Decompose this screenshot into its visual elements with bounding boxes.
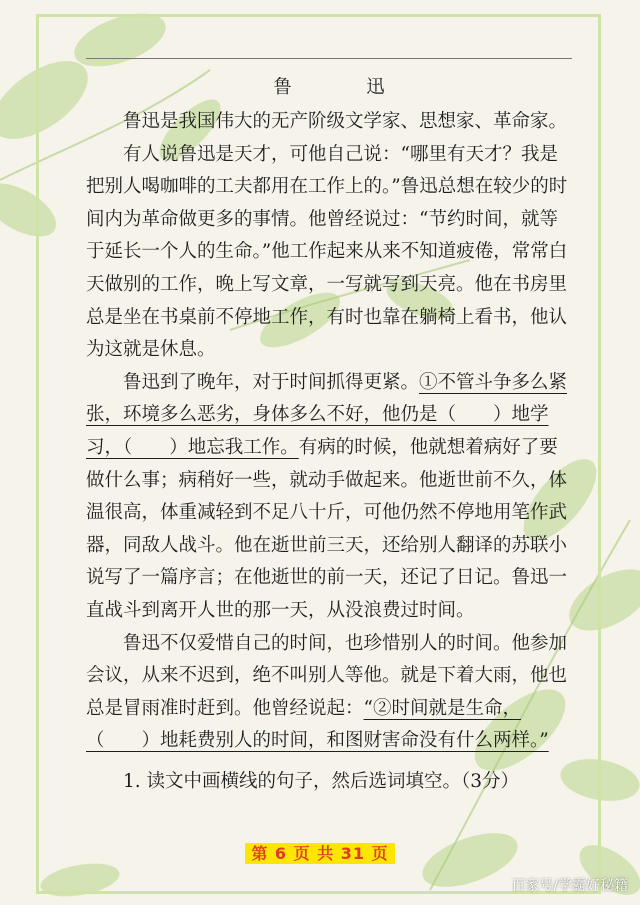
watermark: 百家号/学霸好秘籍 [511,878,628,894]
paragraph-2: 有人说鲁迅是天才，可他自己说：“哪里有天才？我是把别人喝咖啡的工夫都用在工作上的。”鲁迅总想在较少的时间内为革命做更多的事情。他曾经说过：“节约时间，就等于延长一个人的生命。”他工作起来从来不知道疲倦，常常白天做别的工作，晚上写文章，一写就写到天亮。他在书房里总是坐在书桌前不停地工作，有时也靠在躺椅上看书，他认为这就是休息。 [86,143,568,361]
question-1: 1. 读文中画横线的句子，然后选词填空。（3分） [123,770,520,792]
top-rule-divider [86,58,572,59]
underlined-sentence-2: “②时间就是生命，（ ）地耗费别人的时间，和图财害命没有什么两样。” [86,697,549,752]
paragraph-4 [86,628,572,758]
article-title: 鲁 迅 [273,77,413,98]
page-number-label [0,841,640,864]
paragraph-3-intro: 鲁迅到了晚年，对于时间抓得更紧。 [123,371,420,393]
underlined-sentence-1: ①不管斗争多么紧张，环境多么恶劣，身体多么不好，他仍是（ ）地学习，（ ）地忘我工作。 [86,371,568,458]
paragraph-3 [86,367,572,628]
paragraph-3-rest: 有病的时候，他就想着病好了要做什么事；病稍好一些，就动手做起来。他逝世前不久，体温很高，体重减轻到不足八十斤，可他仍然不停地用笔作武器，同敌人战斗。他在逝世前三天，还给别人翻译的苏联小说写了一篇序言；在他逝世的前一天，还记了日记。鲁迅一直战斗到离开人世的那一天，从没浪费过时间。 [86,436,568,621]
page-number-text: 第 6 页 共 31 页 [245,843,394,864]
paragraph-1: 鲁迅是我国伟大的无产阶级文学家、思想家、革命家。 [123,111,568,132]
article-content [86,70,572,798]
paragraph-4-intro: 鲁迅不仅爱惜自己的时间，也珍惜别人的时间。他参加会议，从来不迟到，绝不叫别人等他。就是下着大雨，他也总是冒雨准时赶到。他曾经说起： [86,632,568,719]
